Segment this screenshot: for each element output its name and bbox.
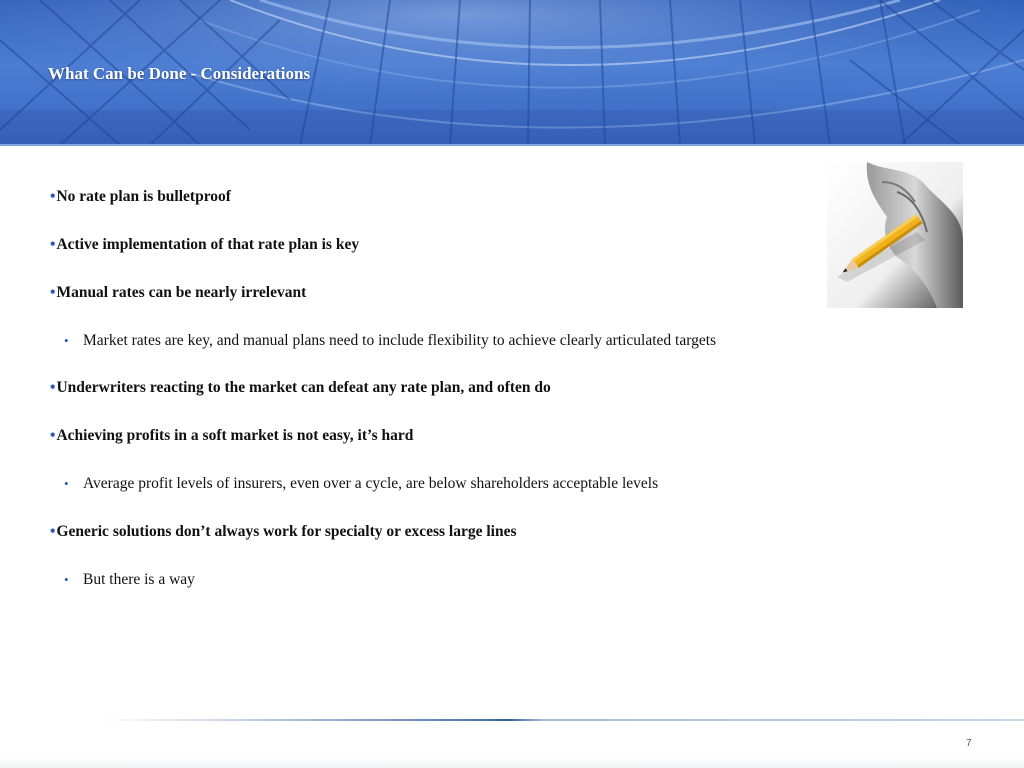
- bullet-text: No rate plan is bulletproof: [56, 188, 231, 205]
- bullet-text: But there is a way: [83, 571, 195, 588]
- bullet-marker: •: [64, 572, 69, 587]
- page-number: 7: [966, 738, 972, 749]
- footer-divider: [100, 719, 1024, 721]
- bullet-marker: •: [50, 236, 56, 253]
- bullet-marker: •: [50, 188, 56, 205]
- bullet-text: Average profit levels of insurers, even over a cycle, are below shareholders acceptable levels: [83, 475, 659, 492]
- sub-bullet-item: [64, 332, 716, 350]
- sub-bullet-item: [64, 571, 195, 589]
- bullet-item: [50, 188, 231, 206]
- hand-pencil-image: [827, 162, 963, 308]
- sub-bullet-item: [64, 475, 658, 493]
- bullet-marker: •: [50, 379, 56, 396]
- slide-title: What Can be Done - Considerations: [48, 64, 311, 83]
- header-banner: [0, 0, 1024, 145]
- bullet-marker: •: [64, 476, 69, 491]
- bullet-text: Underwriters reacting to the market can defeat any rate plan, and often do: [56, 379, 551, 396]
- bullet-marker: •: [50, 427, 56, 444]
- bullet-marker: •: [64, 333, 69, 348]
- bullet-text: Generic solutions don’t always work for specialty or excess large lines: [56, 523, 517, 540]
- bullet-marker: •: [50, 284, 56, 301]
- bullet-text: Market rates are key, and manual plans need to include flexibility to achieve clearly articulated targets: [83, 332, 717, 349]
- bullet-item: [50, 236, 359, 254]
- footer-band: [0, 758, 1024, 768]
- header-divider: [0, 144, 1024, 146]
- bullet-item: [50, 284, 306, 302]
- bullet-text: Manual rates can be nearly irrelevant: [56, 284, 307, 301]
- bullet-item: [50, 379, 551, 397]
- bullet-text: Active implementation of that rate plan is key: [56, 236, 360, 253]
- bullet-text: Achieving profits in a soft market is not easy, it’s hard: [56, 427, 414, 444]
- bullet-marker: •: [50, 523, 56, 540]
- bullet-item: [50, 427, 413, 445]
- bullet-item: [50, 523, 517, 541]
